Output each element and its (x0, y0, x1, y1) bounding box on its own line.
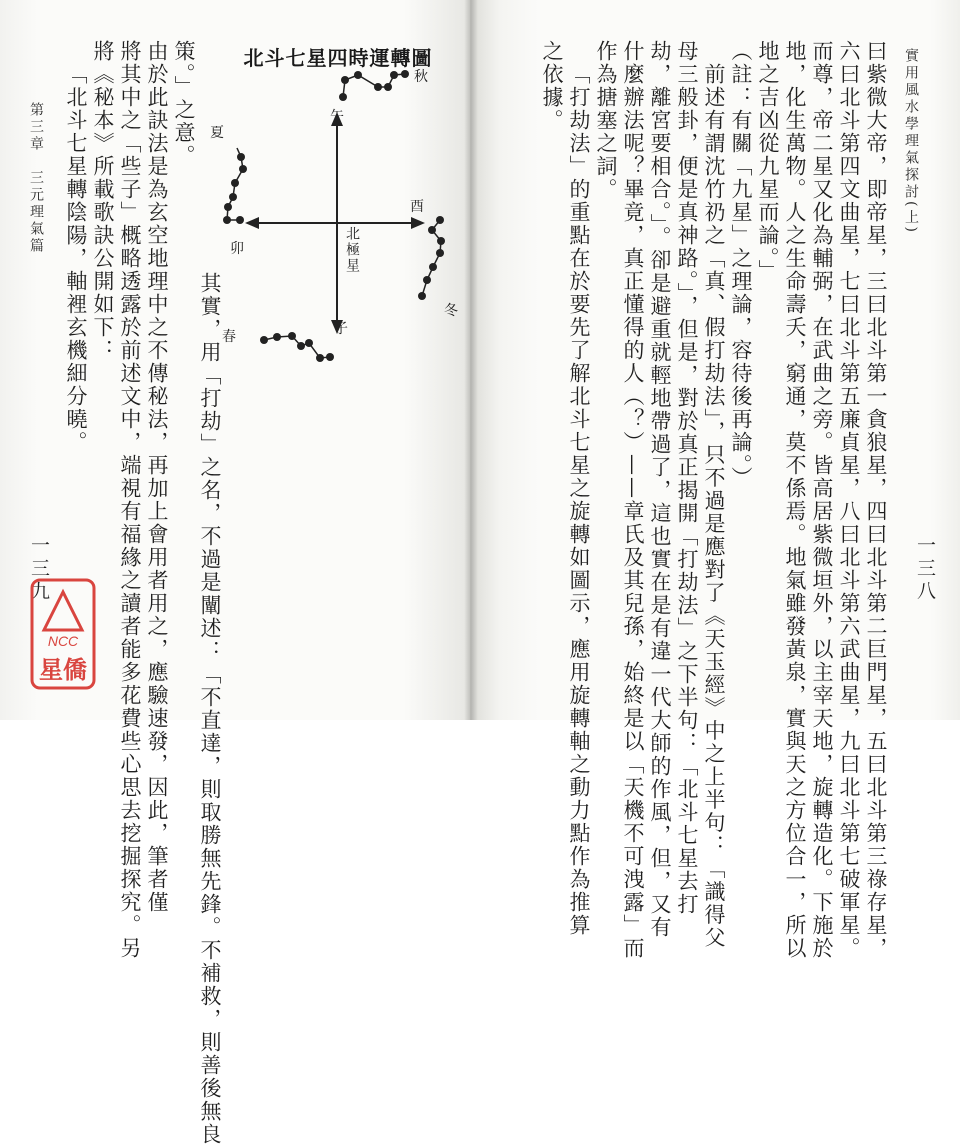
text-column: 之依據。 (540, 40, 564, 132)
text-column: 將《秘本》所載歌訣公開如下： (91, 40, 115, 362)
chapter-header: 第三章 三元理氣篇 (28, 102, 44, 255)
label-winter: 冬 (444, 303, 458, 319)
logo-text-bottom: 星僑 (39, 656, 87, 684)
text-column: 將其中之「些子」概略透露於前述文中，端視有福緣之讀者能多花費些心思去挖掘探究。另 (118, 40, 142, 960)
text-column: 由於此訣法是為玄空地理中之不傳秘法，再加上會用者用之，應驗速發，因此，筆者僅 (145, 40, 169, 914)
ncc-watermark-logo (30, 578, 96, 690)
page-number-right: 一三八 (914, 535, 936, 604)
text-column: 地之吉凶從九星而論。」 (756, 40, 780, 283)
text-column: 其實，用「打劫」之名，不過是闡述：「不直達，則取勝無先鋒。不補救，則善後無良 (198, 272, 222, 1146)
page-number-left: 一三九 (28, 535, 50, 604)
arrow-left-icon (245, 217, 259, 229)
text-column: 而尊，帝二星又化為輔弼，在武曲之旁。皆高居紫微垣外，以主宰天地，旋轉造化。下施於 (810, 40, 834, 960)
arrow-right-icon (411, 217, 425, 229)
label-zi: 子 (334, 321, 348, 337)
diagram-title: 北斗七星四時運轉圖 (243, 46, 433, 70)
running-header: 實用風水學理氣探討(上) (903, 48, 919, 235)
text-column: （註：有關「九星」之理論，容待後再論。） (729, 40, 753, 490)
text-column: 六曰北斗第四文曲星，七曰北斗第五廉貞星，八曰北斗第六武曲星，九曰北斗第七破軍星。 (837, 40, 861, 960)
label-wu: 午 (330, 109, 344, 125)
text-column: 前述有謂沈竹礽之「真、假打劫法」，只不過是應對了《天玉經》中之上半句：「識得父 (702, 63, 726, 950)
text-column: 曰紫微大帝，即帝星，三曰北斗第一貪狼星，四曰北斗第二巨門星，五曰北斗第三祿存星， (864, 40, 888, 960)
book-gutter (464, 0, 478, 720)
text-column: 母三般卦，便是真神路。」，但是，對於真正揭開「打劫法」之下半句：「北斗七星去打 (675, 40, 699, 916)
label-autumn: 秋 (414, 69, 428, 85)
label-pole-star: 北極星 (344, 226, 360, 274)
text-column: 作為搪塞之詞。 (594, 40, 618, 201)
text-column: 什麼辦法呢？畢竟，真正懂得的人（？）——章氏及其兒孫，始終是以「天機不可洩露」而 (621, 40, 645, 960)
text-column: 劫，離宮要相合。」。卻是避重就輕地帶過了，這也實在是有違一代大師的作風，但，又有 (648, 40, 672, 939)
text-column: 「北斗七星轉陰陽，軸裡玄機細分曉。 (64, 63, 88, 454)
logo-icon (30, 578, 96, 690)
text-column: 策。」之意。 (172, 40, 196, 168)
label-spring: 春 (222, 329, 236, 345)
label-west: 酉 (410, 199, 424, 215)
text-column: 「打劫法」的重點在於要先了解北斗七星之旋轉如圖示，應用旋轉軸之動力點作為推算 (567, 63, 591, 937)
logo-text-top: NCC (47, 633, 79, 649)
label-mao: 卯 (230, 241, 244, 257)
text-column: 地，化生萬物。人之生命壽夭，窮通，莫不係焉。地氣雖發黃泉，實與天之方位合一，所以 (783, 40, 807, 960)
label-summer: 夏 (210, 125, 224, 141)
